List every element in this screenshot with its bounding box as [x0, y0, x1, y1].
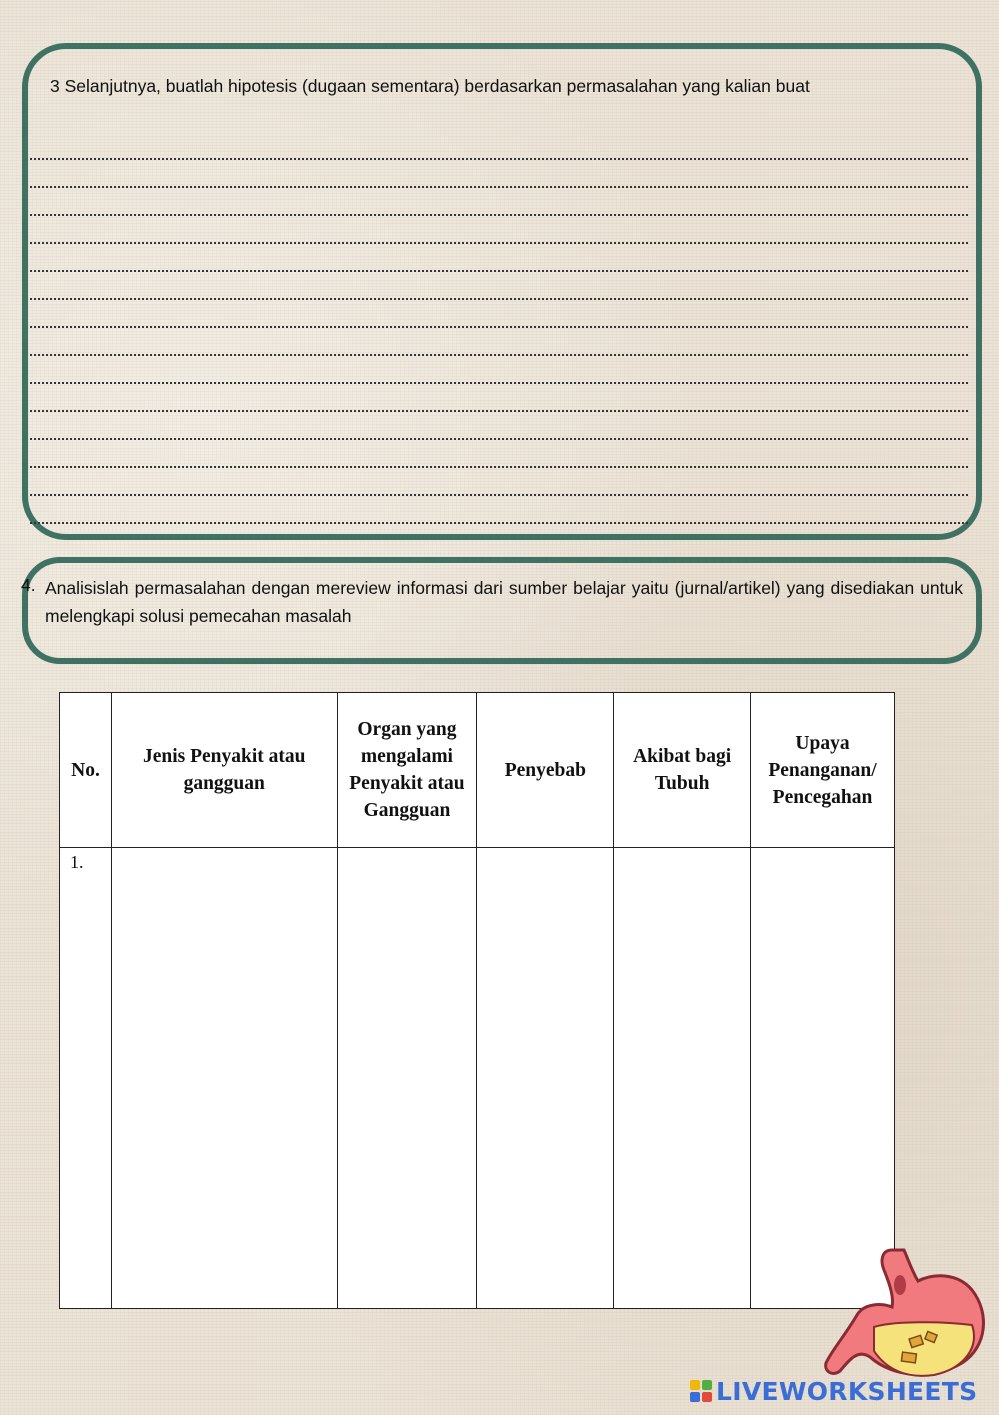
answer-line[interactable]	[30, 216, 968, 244]
liveworksheets-logo	[690, 1376, 977, 1406]
stomach-illustration	[822, 1245, 992, 1385]
answer-line[interactable]	[30, 412, 968, 440]
header-effect: Akibat bagi Tubuh	[614, 693, 751, 848]
header-affected-organ: Organ yang mengalami Penyakit atau Gangguan	[337, 693, 477, 848]
header-cause: Penyebab	[477, 693, 614, 848]
answer-line[interactable]	[30, 496, 968, 524]
answer-line[interactable]	[30, 300, 968, 328]
cell-no: 1.	[60, 848, 112, 1309]
header-disease-type: Jenis Penyakit atau gangguan	[111, 693, 337, 848]
cell-effect[interactable]	[614, 848, 751, 1309]
answer-line[interactable]	[30, 244, 968, 272]
answer-line[interactable]	[30, 132, 968, 160]
liveworksheets-icon	[690, 1380, 712, 1402]
liveworksheets-wordmark: LIVEWORKSHEETS	[716, 1376, 978, 1406]
table-row	[60, 848, 895, 1309]
answer-line[interactable]	[30, 272, 968, 300]
question-4-text: Analisislah permasalahan dengan mereview informasi dari sumber belajar yaitu (jurnal/artikel) yang disediakan untuk melengkapi solusi pemecahan masalah	[45, 578, 963, 626]
question-3-text: 3 Selanjutnya, buatlah hipotesis (dugaan sementara) berdasarkan permasalahan yang kalian buat	[50, 76, 810, 96]
cell-prevention[interactable]	[751, 848, 895, 1309]
analysis-table	[59, 692, 895, 1309]
cell-cause[interactable]	[477, 848, 614, 1309]
answer-line[interactable]	[30, 188, 968, 216]
answer-line[interactable]	[30, 356, 968, 384]
answer-line[interactable]	[30, 384, 968, 412]
answer-line[interactable]	[30, 468, 968, 496]
answer-line[interactable]	[30, 440, 968, 468]
question-4-number: 4.	[21, 575, 36, 595]
header-no: No.	[60, 693, 112, 848]
hypothesis-answer-lines[interactable]	[30, 132, 968, 524]
table-header-row	[60, 693, 895, 848]
cell-disease-type[interactable]	[111, 848, 337, 1309]
cell-affected-organ[interactable]	[337, 848, 477, 1309]
header-prevention: Upaya Penanganan/ Pencegahan	[751, 693, 895, 848]
answer-line[interactable]	[30, 328, 968, 356]
answer-line[interactable]	[30, 160, 968, 188]
